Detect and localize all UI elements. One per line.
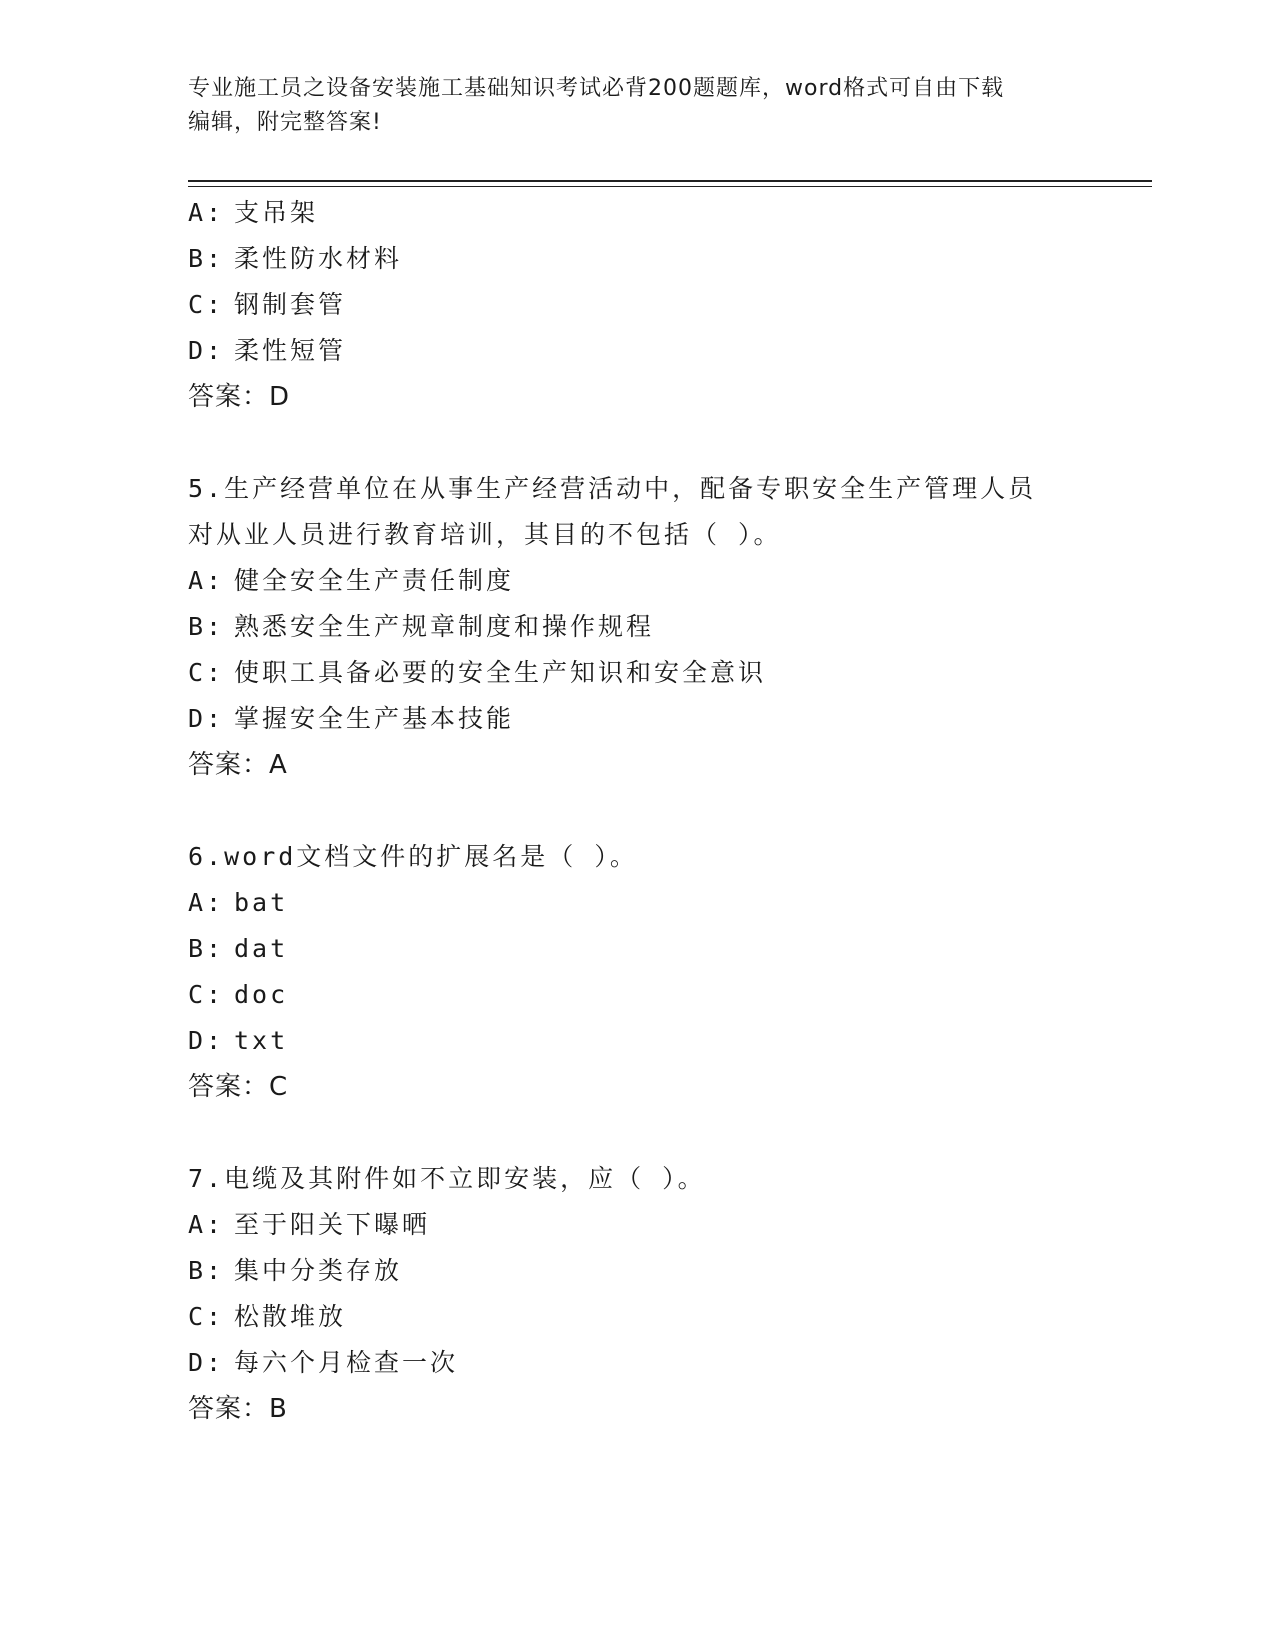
option-a: A: 支吊架: [188, 198, 319, 227]
question-stem-continued: 对从业人员进行教育培训，其目的不包括（ ）。: [188, 520, 782, 549]
option-a: A: 至于阳关下曝晒: [188, 1210, 431, 1239]
question-block-6: [188, 834, 1148, 1110]
answer-line: 答案：D: [188, 382, 291, 412]
option-c: C: 松散堆放: [188, 1302, 347, 1331]
spacer: [188, 788, 1148, 834]
header-divider-thick: [188, 180, 1152, 182]
header-title-line1: 专业施工员之设备安装施工基础知识考试必背200题题库，word格式可自由下载: [188, 76, 1005, 101]
option-b: B: 柔性防水材料: [188, 244, 403, 273]
option-a: A: 健全安全生产责任制度: [188, 566, 515, 595]
question-block-7: [188, 1156, 1148, 1432]
option-c: C: 使职工具备必要的安全生产知识和安全意识: [188, 658, 767, 687]
question-list: [188, 190, 1148, 1432]
option-a: A: bat: [188, 888, 289, 917]
document-header: [188, 72, 1088, 140]
option-d: D: txt: [188, 1026, 289, 1055]
question-stem: 6.word文档文件的扩展名是（ ）。: [188, 842, 638, 871]
option-c: C: doc: [188, 980, 289, 1009]
question-stem: 7.电缆及其附件如不立即安装，应（ ）。: [188, 1164, 706, 1193]
option-c: C: 钢制套管: [188, 290, 347, 319]
header-title-line2: 编辑，附完整答案!: [188, 110, 382, 135]
question-block-4: [188, 190, 1148, 420]
answer-line: 答案：B: [188, 1394, 288, 1424]
option-d: D: 掌握安全生产基本技能: [188, 704, 515, 733]
answer-line: 答案：A: [188, 750, 288, 780]
question-block-5: [188, 466, 1148, 788]
answer-line: 答案：C: [188, 1072, 289, 1102]
option-d: D: 柔性短管: [188, 336, 347, 365]
option-d: D: 每六个月检查一次: [188, 1348, 459, 1377]
spacer: [188, 420, 1148, 466]
question-stem: 5.生产经营单位在从事生产经营活动中，配备专职安全生产管理人员: [188, 474, 1037, 503]
spacer: [188, 1110, 1148, 1156]
header-divider-thin: [188, 186, 1152, 187]
option-b: B: dat: [188, 934, 289, 963]
option-b: B: 熟悉安全生产规章制度和操作规程: [188, 612, 655, 641]
option-b: B: 集中分类存放: [188, 1256, 403, 1285]
